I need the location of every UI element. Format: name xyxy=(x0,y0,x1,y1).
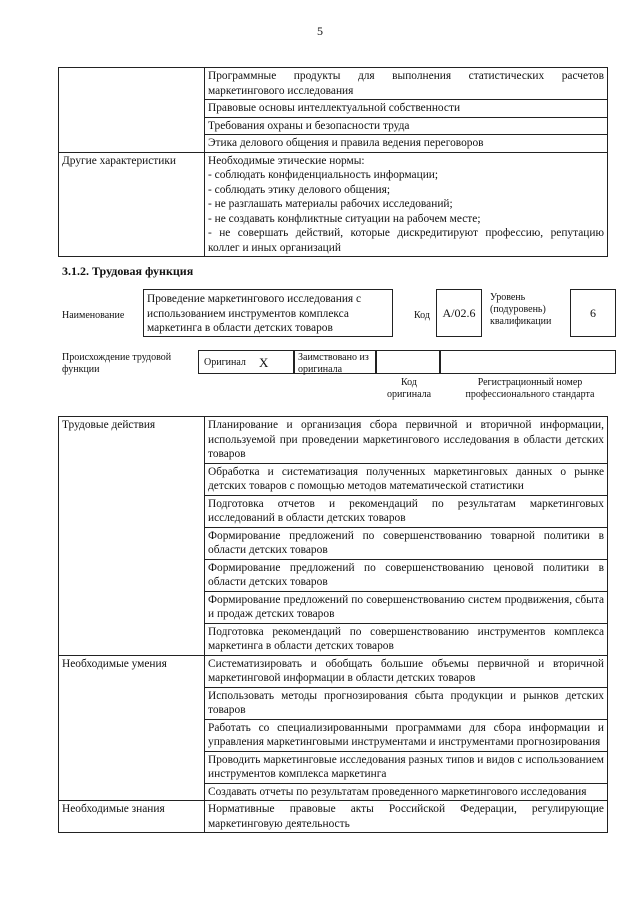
knowledge-cell: Этика делового общения и правила ведения переговоров xyxy=(205,135,608,153)
level-label: Уровень (подуровень) квалификации xyxy=(490,292,552,327)
ethics-line: Необходимые этические нормы: xyxy=(208,154,365,167)
labor-function-table xyxy=(58,416,608,833)
registration-caption: Регистрационный номер профессионального стандарта xyxy=(465,377,595,400)
table-row xyxy=(59,417,608,464)
borrowed-box: Заимствовано из оригинала xyxy=(294,350,376,374)
knowledge-label: Необходимые знания xyxy=(59,801,205,833)
skill-cell: Работать со специализированными программами для сбора информации и управления маркетинговыми инструментами и инструментами прогнозирования xyxy=(205,719,608,751)
action-cell: Формирование предложений по совершенствованию товарной политики в области детских товаров xyxy=(205,527,608,559)
other-characteristics-label: Другие характеристики xyxy=(59,152,205,257)
original-code-box xyxy=(376,350,440,374)
top-characteristics-table xyxy=(58,67,608,257)
action-cell: Формирование предложений по совершенствованию ценовой политики в области детских товаров xyxy=(205,559,608,591)
ethics-line: - соблюдать этику делового общения; xyxy=(208,183,391,196)
registration-number-box xyxy=(440,350,616,374)
action-cell: Подготовка отчетов и рекомендаций по результатам маркетинговых исследований в области детских товаров xyxy=(205,495,608,527)
ethics-line: - не разглашать материалы рабочих исследований; xyxy=(208,198,453,210)
table-row xyxy=(59,655,608,687)
page-number: 5 xyxy=(317,24,323,38)
action-cell: Подготовка рекомендаций по совершенствованию инструментов комплекса маркетинга в области детских товаров xyxy=(205,623,608,655)
code-label: Код xyxy=(414,310,430,321)
skill-cell: Использовать методы прогнозирования сбыта продукции и рынков детских товаров xyxy=(205,687,608,719)
section-heading: 3.1.2. Трудовая функция xyxy=(62,264,194,278)
ethics-line: - соблюдать конфиденциальность информации; xyxy=(208,169,439,181)
table-row xyxy=(59,152,608,257)
code-caption: Код оригинала xyxy=(386,377,432,400)
skill-cell: Проводить маркетинговые исследования разных типов и видов с использованием инструментов комплекса маркетинга xyxy=(205,751,608,783)
knowledge-cell: Программные продукты для выполнения статистических расчетов маркетингового исследования xyxy=(205,68,608,100)
table-row xyxy=(59,801,608,833)
knowledge-cell: Требования охраны и безопасности труда xyxy=(205,117,608,135)
knowledge-cell: Правовые основы интеллектуальной собственности xyxy=(205,100,608,118)
action-cell: Планирование и организация сбора первичной и вторичной информации, используемой при проведении маркетингового исследования в области детских товаров xyxy=(205,417,608,464)
name-label: Наименование xyxy=(62,310,125,321)
ethics-line: - не создавать конфликтные ситуации на рабочем месте; xyxy=(208,212,481,225)
code-value-box: A/02.6 xyxy=(436,289,482,337)
skill-cell: Создавать отчеты по результатам проведенного маркетингового исследования xyxy=(205,783,608,801)
original-box xyxy=(198,350,294,374)
action-cell: Обработка и систематизация полученных маркетинговых данных о рынке детских товаров с помощью методов математической статистики xyxy=(205,463,608,495)
other-characteristics-value xyxy=(205,152,608,257)
table-row xyxy=(59,68,608,100)
skills-label: Необходимые умения xyxy=(59,655,205,801)
origin-label: Происхождение трудовой функции xyxy=(62,352,172,375)
ethics-line: - не совершать действий, которые дискредитируют профессию, репутацию коллег и иных организаций xyxy=(208,227,604,254)
action-cell: Формирование предложений по совершенствованию систем продвижения, сбыта и продаж детских товаров xyxy=(205,591,608,623)
function-name-box: Проведение маркетингового исследования с использованием инструментов комплекса маркетинга в области детских товаров xyxy=(143,289,393,337)
skill-cell: Систематизировать и обобщать большие объемы первичной и вторичной маркетинговой информации в области детских товаров xyxy=(205,655,608,687)
empty-label-cell xyxy=(59,68,205,153)
actions-label: Трудовые действия xyxy=(59,417,205,656)
original-label: Оригинал xyxy=(204,357,246,368)
original-mark: X xyxy=(259,355,269,370)
level-value-box: 6 xyxy=(570,289,616,337)
knowledge-cell: Нормативные правовые акты Российской Федерации, регулирующие маркетинговую деятельность xyxy=(205,801,608,833)
